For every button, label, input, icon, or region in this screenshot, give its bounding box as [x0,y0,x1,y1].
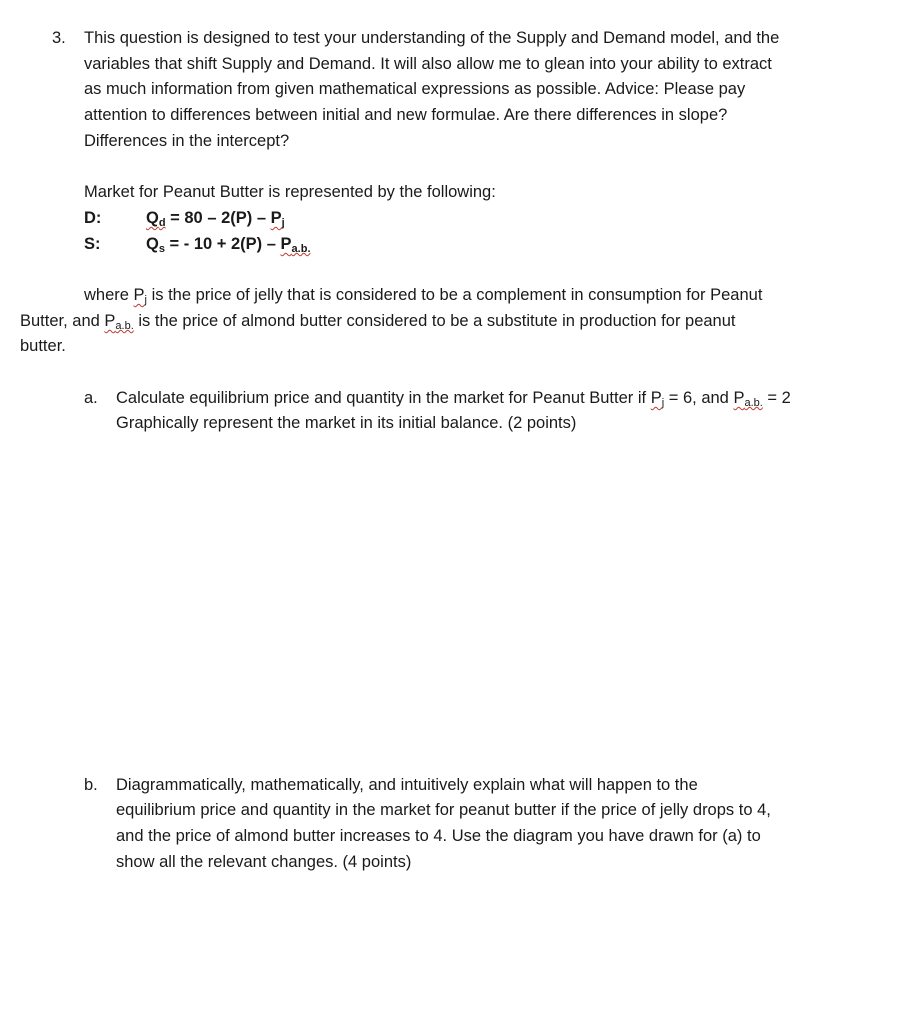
demand-equation [146,208,285,228]
part-a-line-1: Calculate equilibrium price and quantity in the market for Peanut Butter if $P_j = 6$, and $P_{a.b.} = 2$ [116,389,791,409]
demand-expression: = 80 – 2(P) – [165,209,271,227]
part-a-pj-symbol: $P_j$ [650,389,665,409]
intro-line-2: variables that shift Supply and Demand. It will also allow me to glean into your ability to extract [84,55,772,73]
part-b-line-2: equilibrium price and quantity in the market for peanut butter if the price of jelly drops to 4, [116,801,771,819]
demand-pj-symbol: $P_j$ [270,209,285,229]
part-a-line-2: Graphically represent the market in its initial balance. (2 points) [116,414,577,432]
demand-q-symbol: $Q_d$ [146,209,166,229]
demand-label: D: [84,209,102,227]
part-b-line-1: Diagrammatically, mathematically, and intuitively explain what will happen to the [116,776,698,794]
question-number: 3. [52,29,66,47]
intro-line-3: as much information from given mathematical expressions as possible. Advice: Please pay [84,80,746,98]
intro-line-1: This question is designed to test your understanding of the Supply and Demand model, and the [84,29,780,47]
where-pab-symbol: $P_{a.b.}$ [104,312,134,332]
market-heading: Market for Peanut Butter is represented by the following: [84,183,496,201]
supply-pab-symbol: $P_{a.b.}$ [280,235,311,255]
part-b-line-3: and the price of almond butter increases to 4. Use the diagram you have drawn for (a) to [116,827,761,845]
supply-equation [146,234,311,254]
where-line-3: butter. [20,337,66,355]
intro-line-4: attention to differences between initial and new formulae. Are there differences in slope? [84,106,728,124]
supply-label: S: [84,235,101,253]
part-a-pab-symbol: $P_{a.b.}$ [733,389,763,409]
where-pj-symbol: $P_j$ [133,286,147,306]
where-line-1: where $P_j$ is the price of jelly that is considered to be a complement in consumption for Peanut [84,286,763,306]
supply-q-symbol: $Q_s$ [146,235,165,255]
supply-expression: = - 10 + 2(P) – [164,235,281,253]
part-a-marker: a. [84,389,98,407]
part-b-line-4: show all the relevant changes. (4 points) [116,853,412,871]
intro-line-5: Differences in the intercept? [84,132,290,150]
where-line-2: Butter, and $P_{a.b.}$ is the price of almond butter considered to be a substitute in production for peanut [20,312,736,332]
part-b-marker: b. [84,776,98,794]
